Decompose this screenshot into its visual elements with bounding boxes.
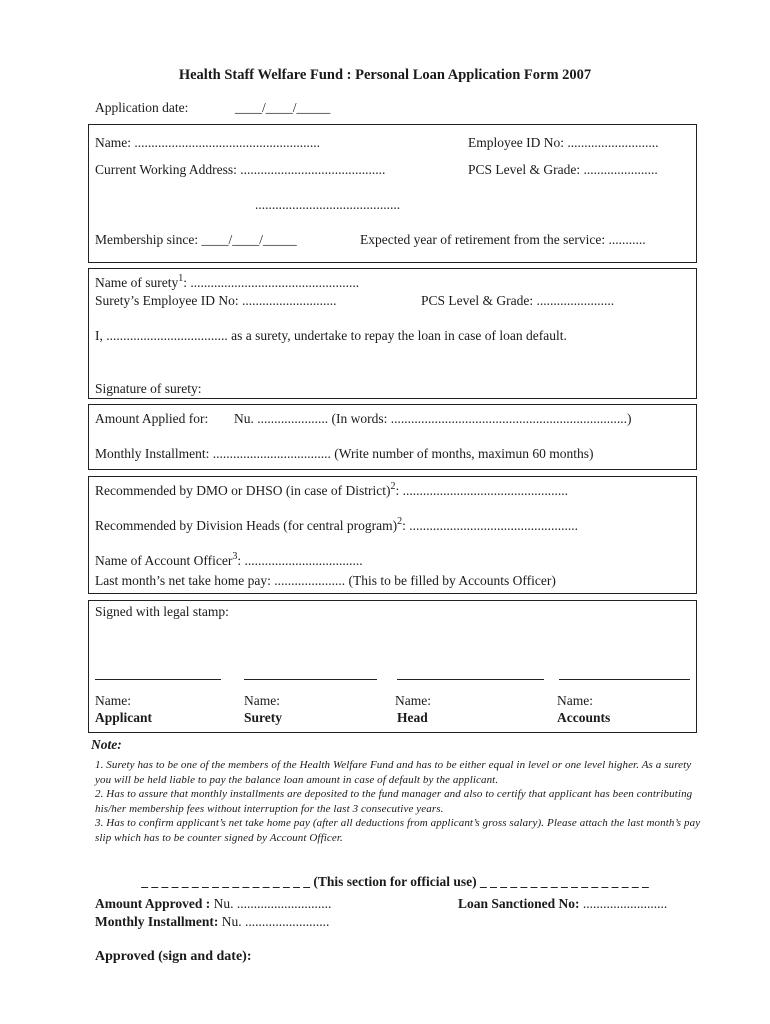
note-item-2: 2. Has to assure that monthly installments are deposited to the fund manager and also to certify that applicant has been contributing his/her membership fees without interruption for the last 3 consecutive years. — [95, 788, 693, 815]
membership-since-field[interactable]: Membership since: ____/____/_____ — [95, 232, 297, 247]
division-head-label: Recommended by Division Heads (for central program) — [95, 518, 398, 533]
surety-signature-field[interactable]: Signature of surety: — [95, 381, 202, 396]
note-item-1: 1. Surety has to be one of the members of the Health Welfare Fund and has to be either equal in level or one level higher. As a surety you will be held liable to pay the balance loan amount in case of default by the applicant. — [95, 759, 692, 786]
division-head-dots: : .................................................. — [402, 518, 579, 533]
surety-undertaking[interactable]: I, .................................... as a surety, undertake to repay the loan in case of loan default. — [95, 328, 567, 343]
amount-approved-field[interactable] — [95, 896, 331, 912]
dmo-recommendation-dots: : ................................................. — [395, 483, 568, 498]
account-officer-dots: : ................................... — [237, 553, 363, 568]
amount-approved-value: Nu. ............................ — [210, 896, 332, 911]
working-address-field[interactable]: Current Working Address: ........................................... — [95, 162, 386, 177]
surety-name-field[interactable] — [95, 275, 359, 291]
amount-approved-label: Amount Approved : — [95, 896, 211, 911]
division-head-recommendation-field[interactable] — [95, 518, 578, 534]
accounts-signature-line[interactable] — [559, 679, 690, 680]
head-role-label: Head — [397, 710, 428, 725]
surety-role-label: Surety — [244, 710, 283, 725]
surety-employee-id-field[interactable]: Surety’s Employee ID No: ............................ — [95, 293, 337, 308]
retirement-year-field[interactable]: Expected year of retirement from the service: ........... — [360, 232, 646, 247]
applicant-role-label: Applicant — [95, 710, 153, 725]
accounts-name-label: Name: — [557, 693, 593, 708]
footnote-ref-1: 1 — [178, 273, 184, 284]
loan-sanctioned-value: ......................... — [579, 896, 668, 911]
working-address-continuation[interactable]: ........................................... — [255, 197, 401, 212]
amount-applied-label: Amount Applied for: — [95, 411, 209, 426]
official-installment-label: Monthly Installment: — [95, 914, 219, 929]
surety-name-label: Name of surety — [95, 275, 179, 290]
net-pay-field[interactable]: Last month’s net take home pay: ..................... (This to be filled by Accounts Officer) — [95, 573, 556, 588]
notes-list — [95, 758, 705, 846]
surety-name-dots: : .................................................. — [183, 275, 360, 290]
note-item-3: 3. Has to confirm applicant’s net take home pay (after all deductions from applicant’s gross salary). Please attach the last month’s pay slip which has to be counter signed by Account Officer. — [95, 817, 701, 844]
signed-with-stamp-label: Signed with legal stamp: — [95, 604, 229, 619]
applicant-name-label: Name: — [95, 693, 131, 708]
official-installment-value: Nu. ......................... — [218, 914, 330, 929]
notes-heading: Note: — [91, 737, 122, 752]
dmo-recommendation-field[interactable] — [95, 483, 568, 499]
head-signature-line[interactable] — [397, 679, 544, 680]
monthly-installment-field[interactable]: Monthly Installment: ................................... (Write number of months, maximun 60 months) — [95, 446, 594, 461]
pcs-level-field[interactable]: PCS Level & Grade: ...................... — [468, 162, 658, 177]
official-installment-field[interactable] — [95, 914, 329, 930]
surety-name-label-sig: Name: — [244, 693, 280, 708]
employee-name-field[interactable]: Name: ....................................................... — [95, 135, 320, 150]
surety-signature-line[interactable] — [244, 679, 377, 680]
official-use-heading: _ _ _ _ _ _ _ _ _ _ _ _ _ _ _ _ _ (This section for official use) _ _ _ _ _ _ _ _ _ _ _ _ _ _ _ _ _ — [141, 874, 649, 889]
loan-sanctioned-label: Loan Sanctioned No: — [458, 896, 580, 911]
employee-id-field[interactable]: Employee ID No: ........................... — [468, 135, 659, 150]
footnote-ref-2b: 2 — [397, 516, 403, 527]
account-officer-label: Name of Account Officer — [95, 553, 233, 568]
application-date-field[interactable]: ____/____/_____ — [235, 100, 331, 115]
head-name-label: Name: — [395, 693, 431, 708]
amount-applied-field[interactable]: Nu. ..................... (In words: ......................................................................) — [234, 411, 632, 426]
dmo-recommendation-label: Recommended by DMO or DHSO (in case of District) — [95, 483, 391, 498]
account-officer-field[interactable] — [95, 553, 363, 569]
surety-pcs-level-field[interactable]: PCS Level & Grade: ....................... — [421, 293, 615, 308]
applicant-signature-line[interactable] — [95, 679, 221, 680]
approved-sign-date-field[interactable]: Approved (sign and date): — [95, 949, 252, 964]
accounts-role-label: Accounts — [557, 710, 611, 725]
form-title: Health Staff Welfare Fund : Personal Loan Application Form 2007 — [178, 67, 592, 83]
application-date-label: Application date: — [95, 100, 189, 115]
loan-sanctioned-field[interactable] — [458, 896, 667, 912]
footnote-ref-3: 3 — [232, 551, 238, 562]
footnote-ref-2: 2 — [390, 481, 396, 492]
